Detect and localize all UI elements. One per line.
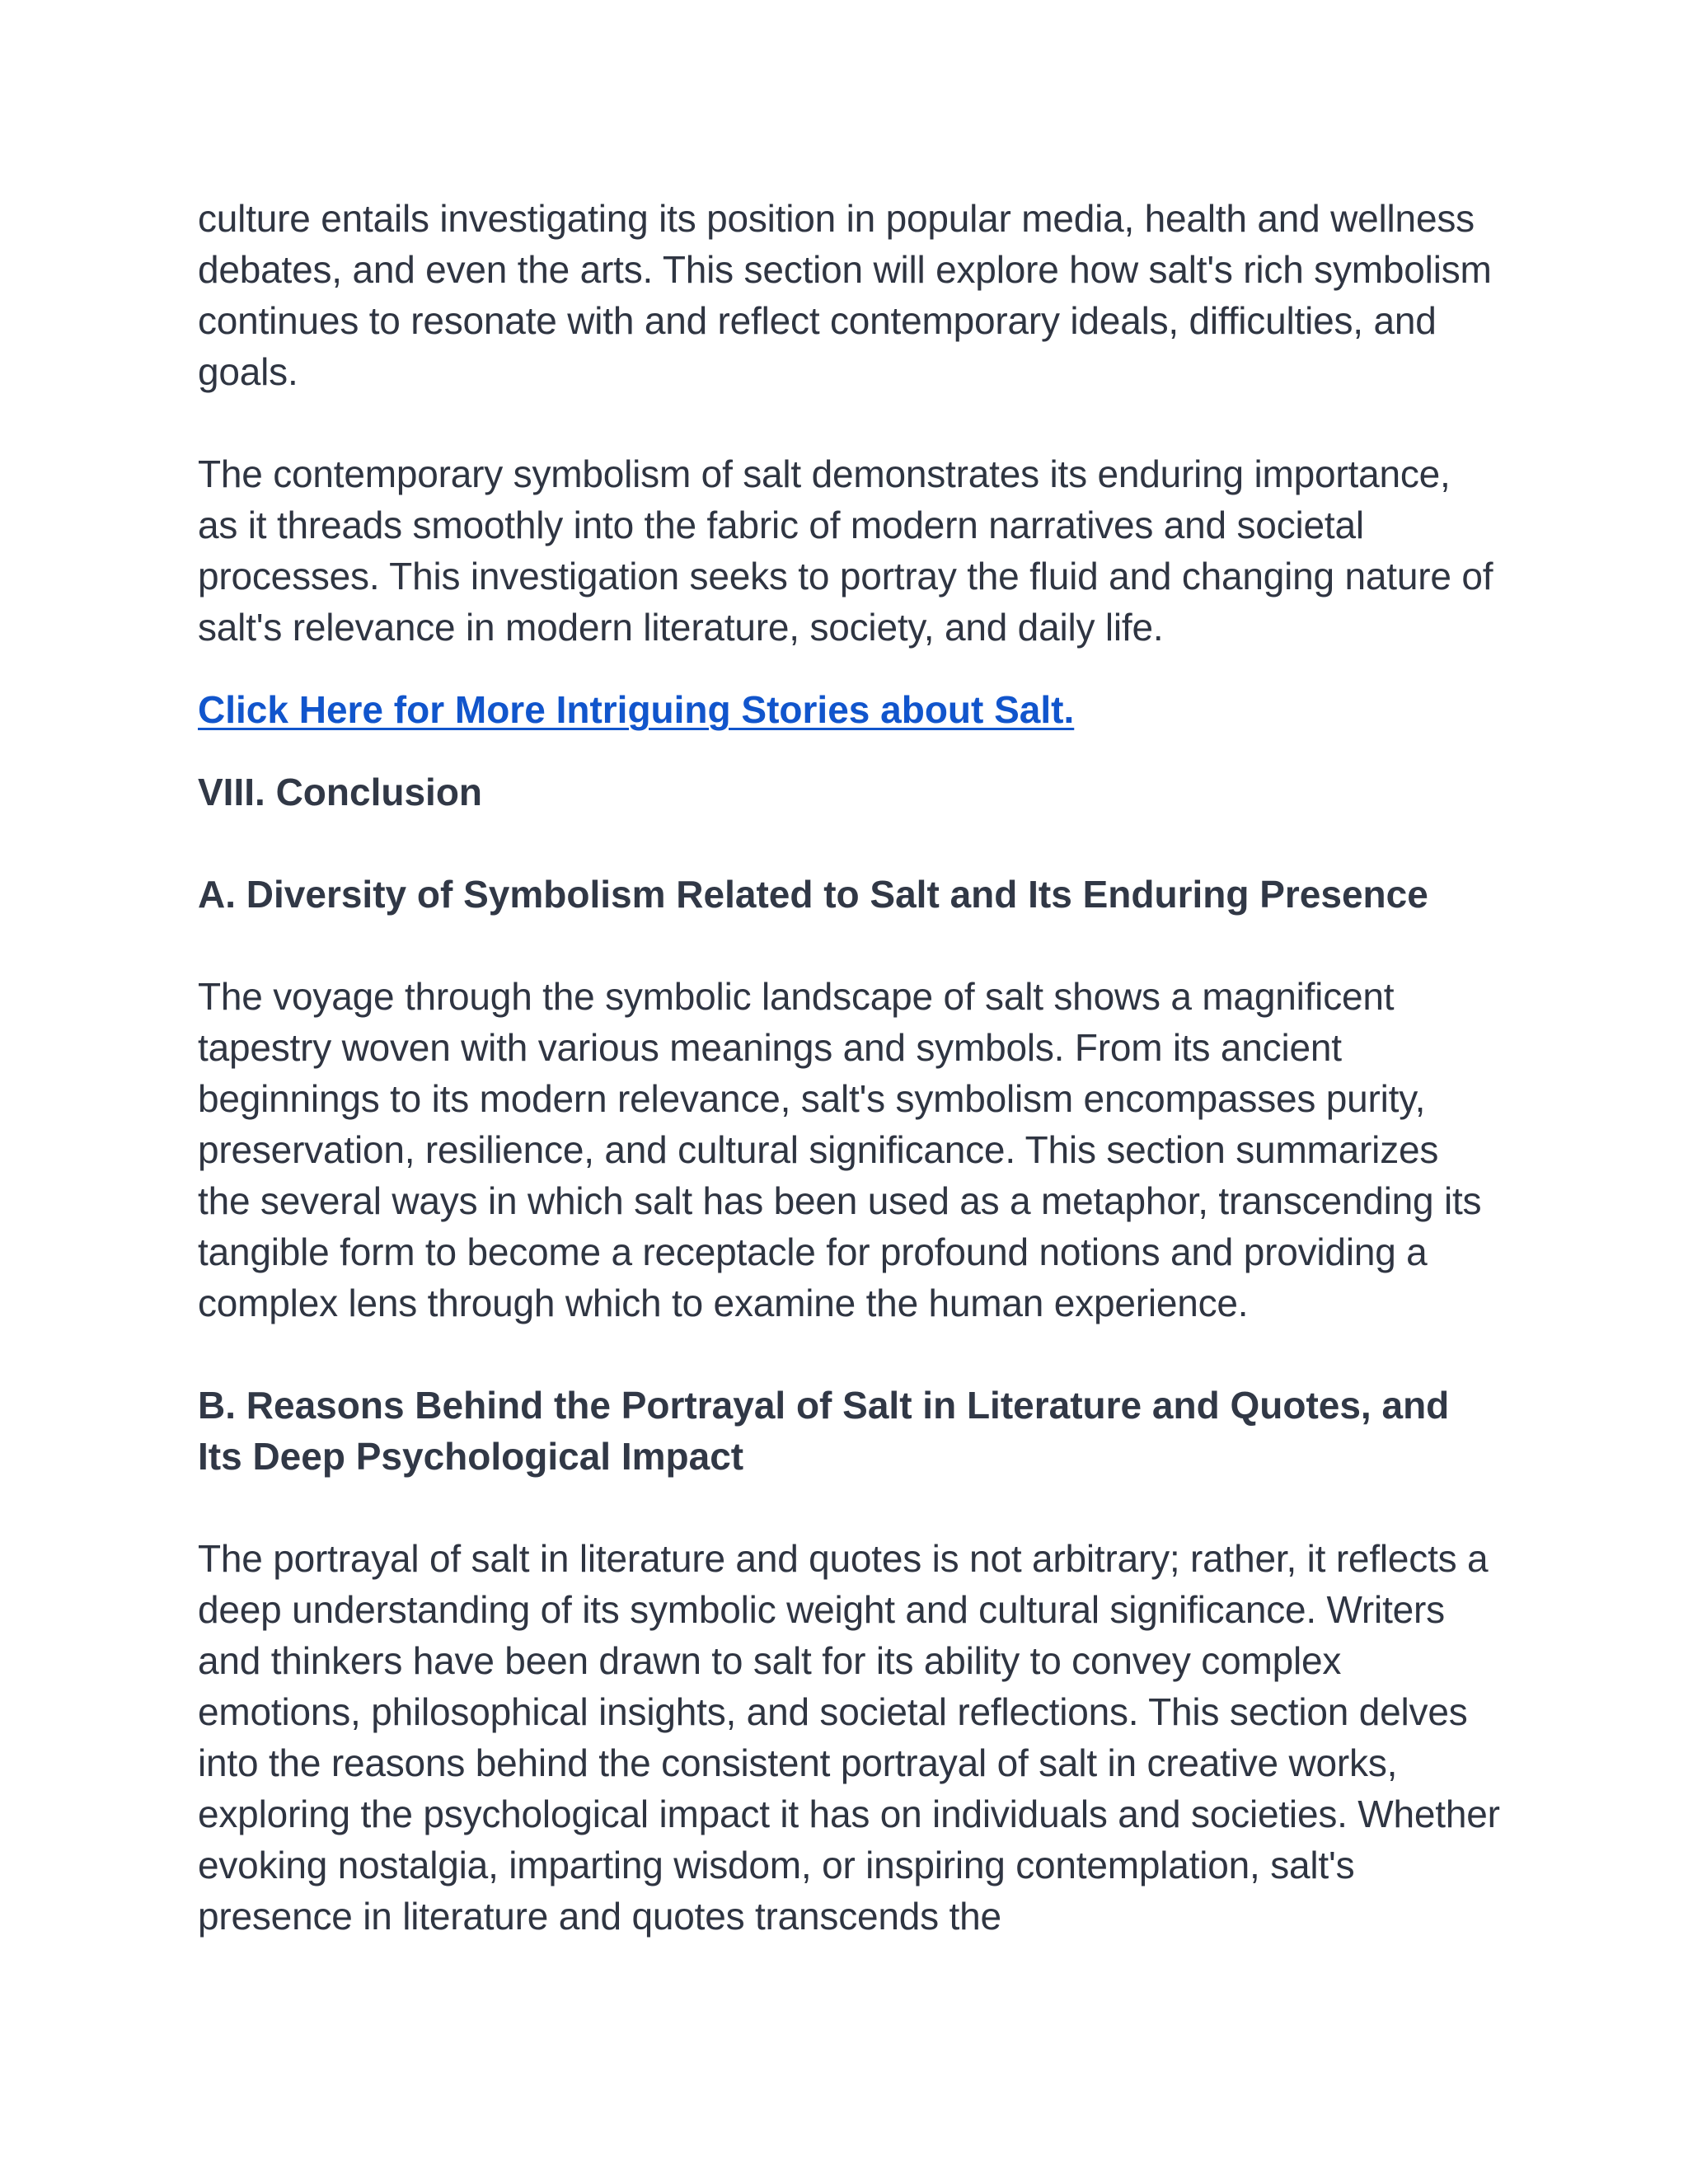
more-stories-link[interactable]: Click Here for More Intriguing Stories about Salt. [198, 688, 1075, 731]
section-a-heading: A. Diversity of Symbolism Related to Salt and Its Enduring Presence [198, 873, 1428, 916]
document-page [198, 193, 1500, 1942]
conclusion-heading: VIII. Conclusion [198, 771, 483, 813]
intro-paragraph: culture entails investigating its position in popular media, health and wellness debates, and even the arts. This section will explore how salt's rich symbolism continues to resonate with and reflect contemporary ideals, difficulties, and goals. [198, 197, 1492, 393]
contemporary-symbolism-paragraph: The contemporary symbolism of salt demonstrates its enduring importance, as it threads smoothly into the fabric of modern narratives and societal processes. This investigation seeks to portray the fluid and changing nature of salt's relevance in modern literature, society, and daily life. [198, 452, 1493, 649]
section-b-paragraph: The portrayal of salt in literature and quotes is not arbitrary; rather, it reflects a deep understanding of its symbolic weight and cultural significance. Writers and thinkers have been drawn to salt for its ability to convey complex emotions, philosophical insights, and societal reflections. This section delves into the reasons behind the consistent portrayal of salt in creative works, exploring the psychological impact it has on individuals and societies. Whether evoking nostalgia, imparting wisdom, or inspiring contemplation, salt's presence in literature and quotes transcends the [198, 1537, 1500, 1938]
section-a-paragraph: The voyage through the symbolic landscape of salt shows a magnificent tapestry woven with various meanings and symbols. From its ancient beginnings to its modern relevance, salt's symbolism encompasses purity, preservation, resilience, and cultural significance. This section summarizes the several ways in which salt has been used as a metaphor, transcending its tangible form to become a receptacle for profound notions and providing a complex lens through which to examine the human experience. [198, 975, 1482, 1324]
section-b-heading: B. Reasons Behind the Portrayal of Salt in Literature and Quotes, and Its Deep Psychological Impact [198, 1384, 1450, 1478]
link-row [198, 684, 1500, 735]
